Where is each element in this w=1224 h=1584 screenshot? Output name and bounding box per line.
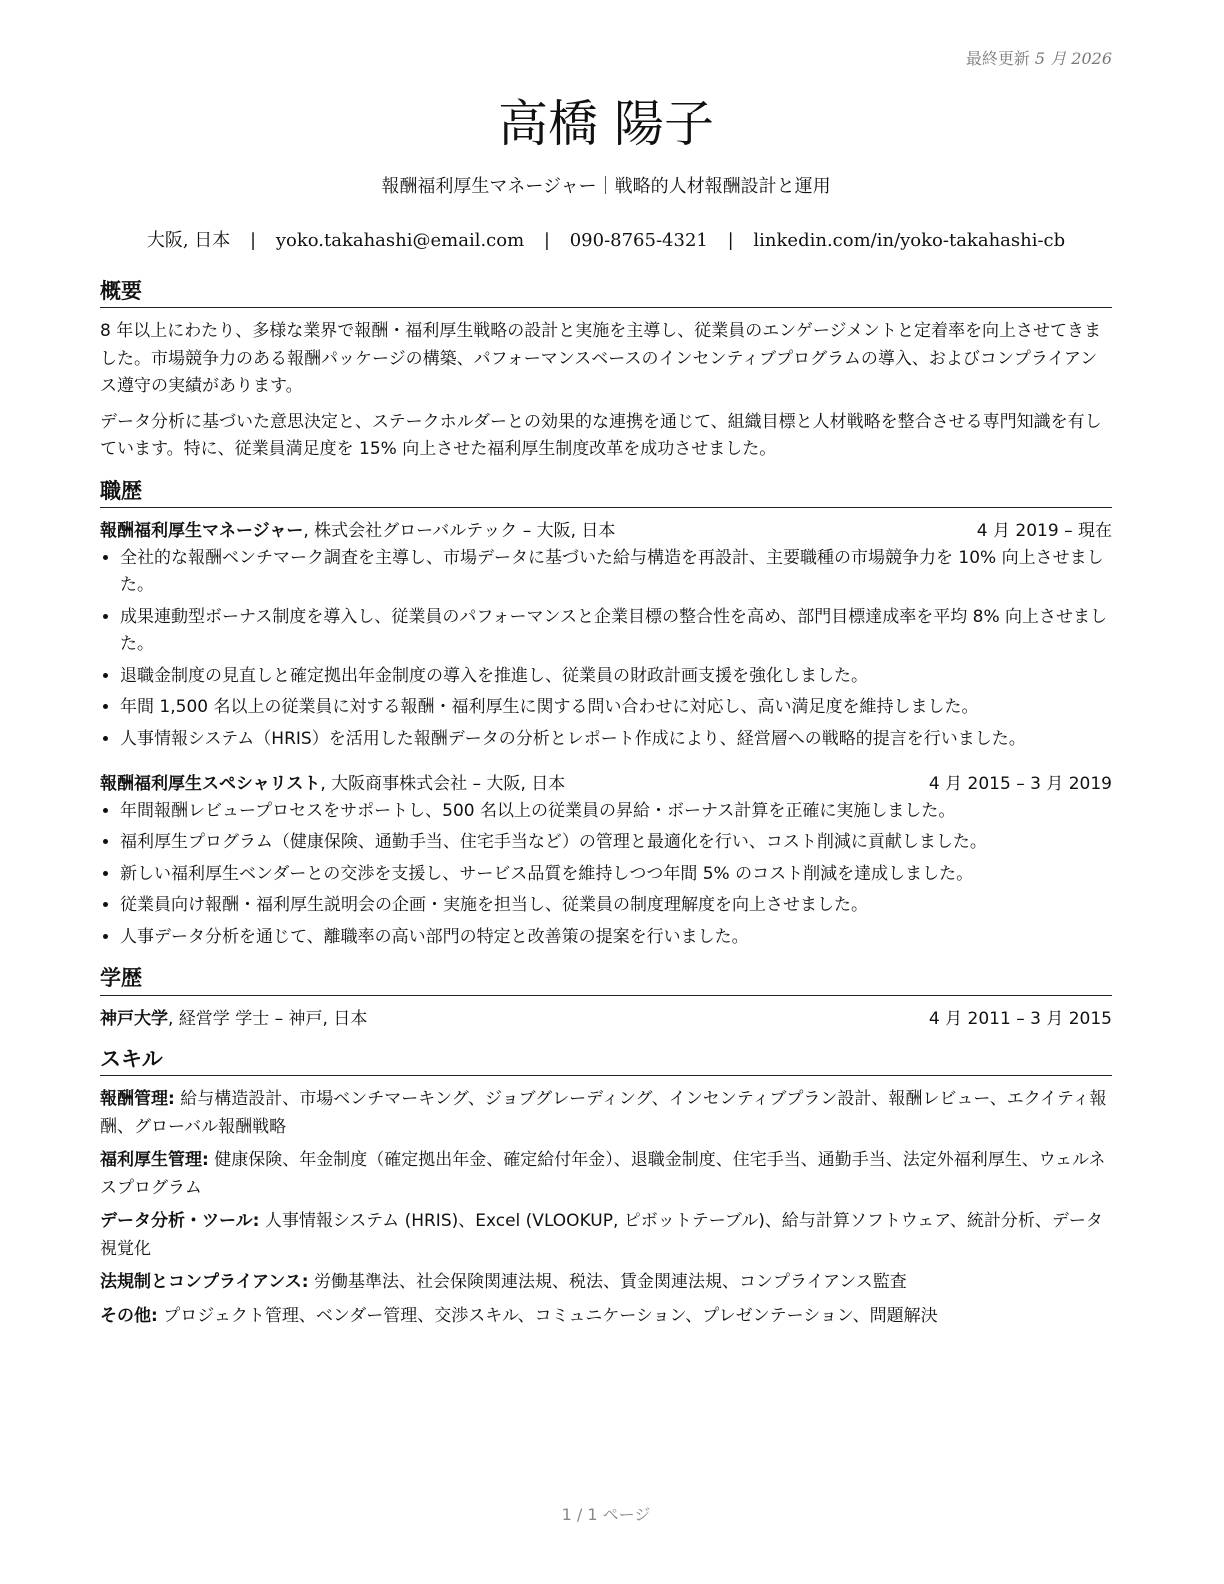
contact-separator: | [543,230,550,251]
skill-text: 給与構造設計、市場ベンチマーキング、ジョブグレーディング、インセンティブプラン設計、報酬レビュー、エクイティ報酬、グローバル報酬戦略 [100,1089,1107,1137]
education-school: 神戸大学 [100,1008,168,1029]
education-section [100,965,1112,1032]
job-bullet: • 福利厚生プログラム（健康保険、通勤手当、住宅手当など）の管理と最適化を行い、コスト削減に貢献しました。 [120,829,1112,857]
job-dates: 4 月 2019 – 現在 [976,521,1112,542]
skill-text: 健康保険、年金制度（確定拠出年金、確定給付年金）、退職金制度、住宅手当、通勤手当、法定外福利厚生、ウェルネスプログラム [100,1150,1106,1198]
skill-label: データ分析・ツール: [100,1211,260,1232]
job-bullet: • 年間報酬レビュープロセスをサポートし、500 名以上の従業員の昇給・ボーナス計算を正確に実施しました。 [120,798,1112,826]
summary-heading: 概要 [100,278,1112,308]
candidate-tagline: 報酬福利厚生マネージャー｜戦略的人材報酬設計と運用 [381,176,831,197]
education-heading: 学歴 [100,965,1112,995]
job-bullet: • 従業員向け報酬・福利厚生説明会の企画・実施を担当し、従業員の制度理解度を向上させました。 [120,892,1112,920]
education-dates: 4 月 2011 – 3 月 2015 [928,1008,1112,1029]
summary-paragraph: データ分析に基づいた意思決定と、ステークホルダーとの効果的な連携を通じて、組織目標と人材戦略を整合させる専門知識を有しています。特に、従業員満足度を 15% 向上させた福利厚生制度改革を成功させました。 [100,411,1102,460]
skill-row [100,1303,1112,1331]
last-updated-label: 最終更新 [965,49,1030,68]
job-title: 報酬福利厚生マネージャー [100,521,304,542]
skill-label: その他: [100,1305,158,1326]
skill-label: 法規制とコンプライアンス: [100,1272,309,1293]
page-indicator: 1 / 1 ページ [561,1505,651,1524]
job-org: , 大阪商事株式会社 – 大阪, 日本 [320,774,566,795]
skill-row [100,1086,1112,1141]
education-detail: , 経営学 学士 – 神戸, 日本 [168,1008,368,1029]
job-bullets [100,798,1112,952]
skill-text: 労働基準法、社会保険関連法規、税法、賃金関連法規、コンプライアンス監査 [308,1272,907,1293]
skill-label: 福利厚生管理: [100,1150,209,1171]
skill-row [100,1147,1112,1202]
contact-linkedin[interactable]: linkedin.com/in/yoko-takahashi-cb [753,230,1066,251]
resume-page [100,0,1112,1584]
skill-row [100,1208,1112,1263]
summary-paragraph: 8 年以上にわたり、多様な業界で報酬・福利厚生戦略の設計と実施を主導し、従業員のエンゲージメントと定着率を向上させてきました。市場競争力のある報酬パッケージの構築、パフォーマンスベースのインセンティブプログラムの導入、およびコンプライアンス遵守の実績があります。 [100,321,1102,397]
contact-location: 大阪, 日本 [146,230,231,251]
contact-email[interactable]: yoko.takahashi@email.com [275,230,525,251]
summary-section [100,278,1112,464]
resume-content [100,278,1112,1345]
experience-section [100,478,1112,951]
experience-heading: 職歴 [100,478,1112,508]
job-org: , 株式会社グローバルテック – 大阪, 日本 [303,521,616,542]
job-header [100,771,1112,797]
job-bullet: • 新しい福利厚生ベンダーとの交渉を支援し、サービス品質を維持しつつ年間 5% のコスト削減を達成しました。 [120,861,1112,889]
job-bullet: • 人事データ分析を通じて、離職率の高い部門の特定と改善策の提案を行いました。 [120,924,1112,952]
job-bullet: • 成果連動型ボーナス制度を導入し、従業員のパフォーマンスと企業目標の整合性を高め、部門目標達成率を平均 8% 向上させました。 [120,604,1112,659]
skill-row [100,1269,1112,1297]
job-bullet: • 全社的な報酬ベンチマーク調査を主導し、市場データに基づいた給与構造を再設計、主要職種の市場競争力を 10% 向上させました。 [120,545,1112,600]
job-dates: 4 月 2015 – 3 月 2019 [928,774,1112,795]
contact-separator: | [727,230,734,251]
skill-label: 報酬管理: [100,1089,175,1110]
skills-heading: スキル [100,1046,1112,1076]
skill-text: 人事情報システム (HRIS)、Excel (VLOOKUP, ピボットテーブル)、給与計算ソフトウェア、統計分析、データ視覚化 [100,1211,1103,1259]
contact-separator: | [250,230,257,251]
job-header [100,518,1112,544]
job-bullets [100,545,1112,754]
skill-text: プロジェクト管理、ベンダー管理、交渉スキル、コミュニケーション、プレゼンテーション、問題解決 [157,1305,938,1326]
contact-phone: 090-8765-4321 [569,230,708,251]
job-bullet: • 人事情報システム（HRIS）を活用した報酬データの分析とレポート作成により、経営層への戦略的提言を行いました。 [120,726,1112,754]
candidate-name: 高橋 陽子 [498,95,714,153]
last-updated-date: 5 月 2026 [1034,49,1112,68]
job-bullet: • 退職金制度の見直しと確定拠出年金制度の導入を推進し、従業員の財政計画支援を強化しました。 [120,663,1112,691]
last-updated [966,46,1112,69]
skills-section [100,1046,1112,1331]
contact-line [100,226,1112,252]
job-title: 報酬福利厚生スペシャリスト [100,774,321,795]
job-bullet: • 年間 1,500 名以上の従業員に対する報酬・福利厚生に関する問い合わせに対応し、高い満足度を維持しました。 [120,694,1112,722]
education-entry [100,1006,1112,1032]
